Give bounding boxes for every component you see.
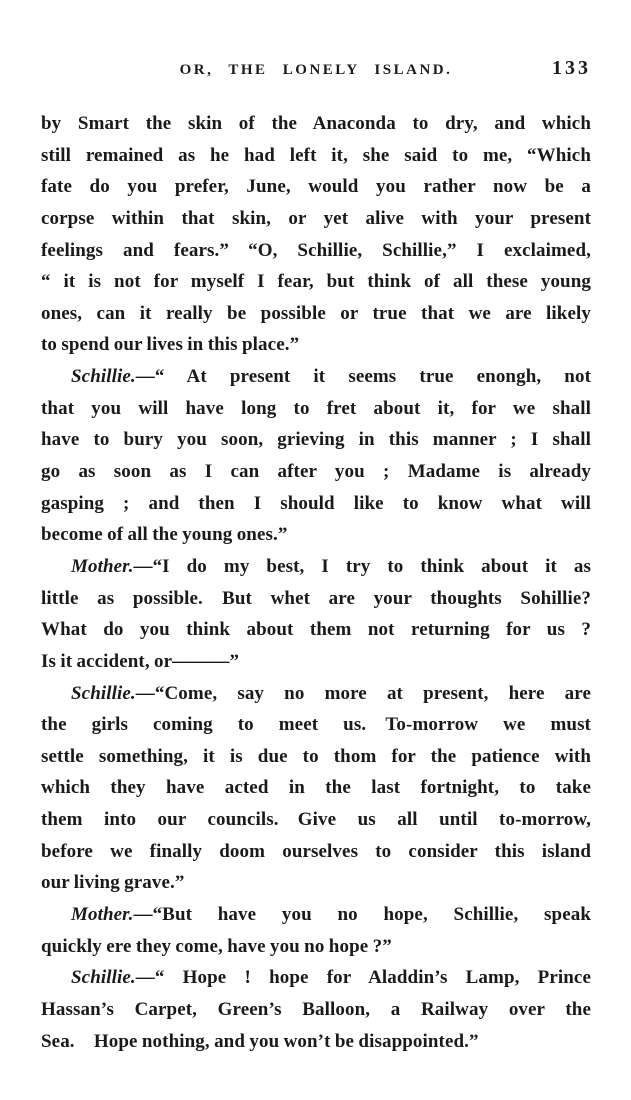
text-line: quickly ere they come, have you no hope ?” xyxy=(41,935,392,957)
text-line: settle something, it is due to thom for the patience with xyxy=(41,745,591,767)
text-line: them into our councils. Give us all until to-morrow, xyxy=(41,809,591,831)
speaker-name: Mother. xyxy=(71,555,134,577)
text-line: Schillie.—“Come, say no more at present, here are xyxy=(71,682,591,704)
speaker-name: Schillie. xyxy=(71,366,136,388)
running-title: OR, THE LONELY ISLAND. xyxy=(179,62,453,78)
text-line: gasping ; and then I should like to know what will xyxy=(41,492,591,514)
paragraph xyxy=(41,899,591,962)
text-line: which they have acted in the last fortnight, to take xyxy=(41,777,591,799)
paragraph xyxy=(41,678,591,899)
text-line: Schillie.—“ At present it seems true enongh, not xyxy=(71,366,591,388)
text-line: fate do you prefer, June, would you rather now be a xyxy=(41,176,591,198)
text-line: go as soon as I can after you ; Madame is already xyxy=(41,461,591,483)
text-line: corpse within that skin, or yet alive with your present xyxy=(41,207,591,229)
text-line: “ it is not for myself I fear, but think of all these young xyxy=(41,271,591,293)
text-line: have to bury you soon, grieving in this manner ; I shall xyxy=(41,429,591,451)
text-line: become of all the young ones.” xyxy=(41,524,288,546)
text-line: What do you think about them not returning for us ? xyxy=(41,619,591,641)
text-line: ones, can it really be possible or true that we are likely xyxy=(41,302,591,324)
text-line: by Smart the skin of the Anaconda to dry, and which xyxy=(41,113,591,134)
text-line: Sea. Hope nothing, and you won’t be disappointed.” xyxy=(41,1030,479,1052)
paragraph xyxy=(41,551,591,678)
text-line: to spend our lives in this place.” xyxy=(41,334,300,356)
speaker-name: Schillie. xyxy=(71,682,136,704)
text-line: Mother.—“I do my best, I try to think about it as xyxy=(71,555,591,577)
text-line: our living grave.” xyxy=(41,872,185,894)
text-line: still remained as he had left it, she said to me, “Which xyxy=(41,144,591,166)
text-line: Is it accident, or———” xyxy=(41,650,240,672)
page-header xyxy=(41,59,591,85)
page-number: 133 xyxy=(552,57,591,79)
text-line: Mother.—“But have you no hope, Schillie, speak xyxy=(71,904,591,926)
paragraph xyxy=(41,361,591,551)
text-line: feelings and fears.” “O, Schillie, Schillie,” I exclaimed, xyxy=(41,239,591,261)
paragraph xyxy=(41,108,591,361)
page-body xyxy=(41,108,591,1057)
text-line: that you will have long to fret about it, for we shall xyxy=(41,397,591,419)
text-line: Hassan’s Carpet, Green’s Balloon, a Railway over the xyxy=(41,998,591,1020)
paragraph xyxy=(41,962,591,1057)
text-line: Schillie.—“ Hope ! hope for Aladdin’s Lamp, Prince xyxy=(71,967,591,989)
speaker-name: Schillie. xyxy=(71,967,136,989)
text-line: before we finally doom ourselves to consider this island xyxy=(41,840,591,862)
speaker-name: Mother. xyxy=(71,904,134,926)
text-line: little as possible. But whet are your thoughts Sohillie? xyxy=(41,587,591,609)
text-line: the girls coming to meet us. To-morrow we must xyxy=(41,714,591,736)
